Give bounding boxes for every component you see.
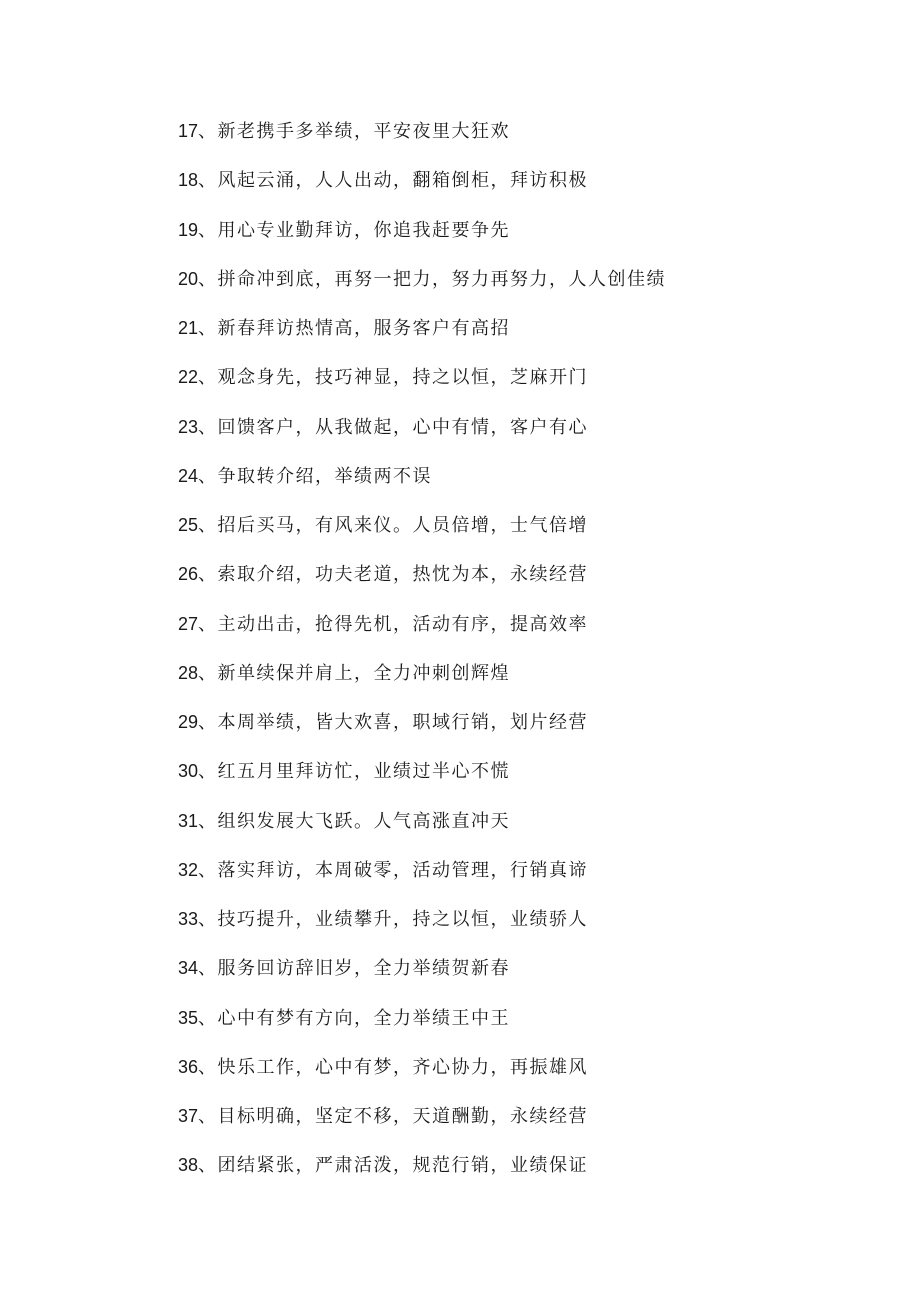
item-text: 、拼命冲到底，再努一把力，努力再努力，人人创佳绩 bbox=[198, 268, 667, 290]
item-number: 31 bbox=[178, 810, 199, 831]
list-item bbox=[178, 1052, 666, 1101]
list-item bbox=[178, 1003, 666, 1052]
item-number: 33 bbox=[178, 909, 199, 929]
item-number: 37 bbox=[178, 1106, 199, 1126]
item-number: 34 bbox=[178, 958, 199, 979]
list-item bbox=[178, 707, 666, 756]
item-number: 22 bbox=[178, 367, 199, 388]
item-text: 、落实拜访，本周破零，活动管理，行销真谛 bbox=[198, 859, 589, 881]
item-number: 19 bbox=[178, 219, 199, 240]
item-number: 26 bbox=[178, 564, 199, 585]
item-number: 17 bbox=[178, 121, 199, 141]
item-text: 、争取转介绍，举绩两不误 bbox=[198, 465, 433, 487]
list-item bbox=[178, 953, 666, 1002]
list-item bbox=[178, 510, 666, 559]
item-text: 、目标明确，坚定不移，天道酬勤，永续经营 bbox=[198, 1106, 589, 1127]
item-number: 28 bbox=[178, 662, 199, 683]
item-text: 、本周举绩，皆大欢喜，职域行销，划片经营 bbox=[198, 712, 589, 733]
item-number: 38 bbox=[178, 1155, 199, 1176]
list-item bbox=[178, 362, 666, 411]
item-number: 21 bbox=[178, 318, 199, 338]
list-item bbox=[178, 461, 666, 510]
item-number: 30 bbox=[178, 761, 199, 782]
item-text: 、新春拜访热情高，服务客户有高招 bbox=[198, 318, 511, 339]
list-item bbox=[178, 609, 666, 658]
list-item bbox=[178, 904, 666, 953]
list-item bbox=[178, 313, 666, 362]
list-item bbox=[178, 412, 666, 461]
item-number: 18 bbox=[178, 170, 199, 191]
item-number: 35 bbox=[178, 1007, 199, 1028]
list-item bbox=[178, 116, 666, 165]
item-number: 25 bbox=[178, 515, 199, 535]
item-text: 、观念身先，技巧神显，持之以恒，芝麻开门 bbox=[198, 367, 589, 389]
list-item bbox=[178, 855, 666, 904]
item-text: 、风起云涌，人人出动，翻箱倒柜，拜访积极 bbox=[198, 170, 589, 192]
item-number: 27 bbox=[178, 613, 199, 634]
item-text: 、快乐工作，心中有梦，齐心协力，再振雄风 bbox=[198, 1056, 589, 1078]
item-number: 20 bbox=[178, 268, 199, 289]
item-text: 、新老携手多举绩，平安夜里大狂欢 bbox=[198, 121, 511, 142]
item-number: 36 bbox=[178, 1056, 199, 1077]
item-text: 、心中有梦有方向，全力举绩王中王 bbox=[198, 1007, 511, 1029]
list-item bbox=[178, 264, 666, 313]
item-number: 32 bbox=[178, 859, 199, 880]
item-text: 、索取介绍，功夫老道，热忱为本，永续经营 bbox=[198, 564, 589, 586]
item-text: 、团结紧张，严肃活泼，规范行销，业绩保证 bbox=[198, 1155, 589, 1177]
list-item bbox=[178, 559, 666, 608]
list-item bbox=[178, 658, 666, 707]
list-item bbox=[178, 165, 666, 214]
item-number: 24 bbox=[178, 465, 199, 486]
list-item bbox=[178, 1150, 666, 1199]
item-text: 、红五月里拜访忙，业绩过半心不慌 bbox=[198, 761, 511, 783]
item-text: 、新单续保并肩上，全力冲刺创辉煌 bbox=[198, 662, 511, 684]
item-number: 23 bbox=[178, 416, 199, 437]
item-text: 、组织发展大飞跃。人气高涨直冲天 bbox=[198, 810, 511, 832]
item-text: 、招后买马，有风来仪。人员倍增，士气倍增 bbox=[198, 515, 589, 536]
list-item bbox=[178, 756, 666, 805]
item-text: 、回馈客户，从我做起，心中有情，客户有心 bbox=[198, 416, 589, 438]
list-item bbox=[178, 1101, 666, 1150]
item-text: 、技巧提升，业绩攀升，持之以恒，业绩骄人 bbox=[198, 909, 589, 930]
list-item bbox=[178, 806, 666, 855]
item-text: 、服务回访辞旧岁，全力举绩贺新春 bbox=[198, 958, 511, 980]
item-number: 29 bbox=[178, 712, 199, 732]
item-text: 、主动出击，抢得先机，活动有序，提高效率 bbox=[198, 613, 589, 635]
list-item bbox=[178, 215, 666, 264]
item-text: 、用心专业勤拜访，你追我赶要争先 bbox=[198, 219, 511, 241]
slogan-list bbox=[178, 116, 666, 1200]
